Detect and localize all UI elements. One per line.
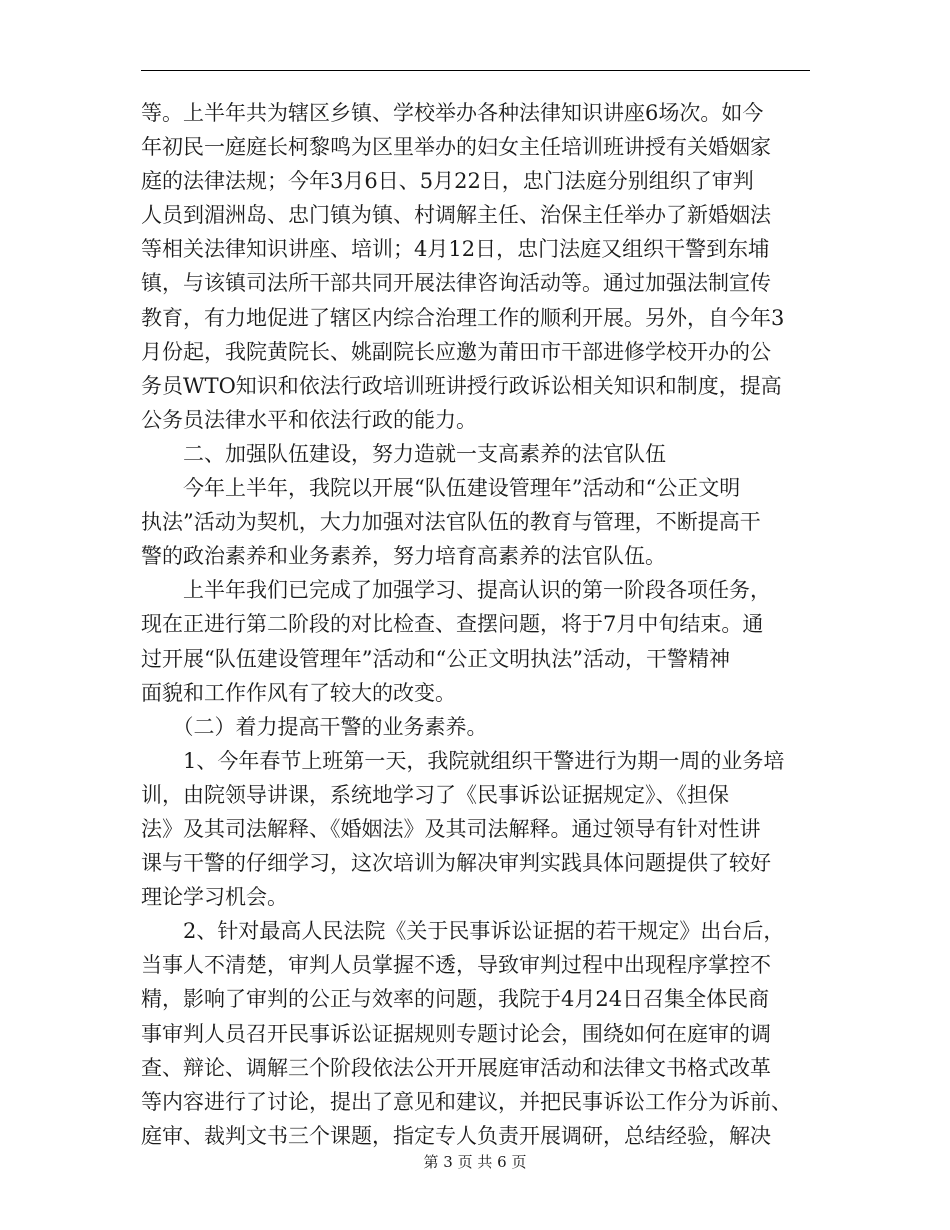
text-line: 月份起，我院黄院长、姚副院长应邀为莆田市干部进修学校开办的公 <box>141 339 771 364</box>
text-line: 精，影响了审判的公正与效率的问题，我院于4月24日召集全体民商 <box>141 987 770 1012</box>
text-line: 上半年我们已完成了加强学习、提高认识的第一阶段各项任务， <box>141 578 771 603</box>
text-line: 理论学习机会。 <box>141 885 288 910</box>
text-line: 公务员法律水平和依法行政的能力。 <box>141 407 477 432</box>
text-line: 人员到湄洲岛、忠门镇为镇、村调解主任、治保主任举办了新婚姻法 <box>141 203 771 228</box>
text-line: 二、加强队伍建设，努力造就一支高素养的法官队伍 <box>141 441 666 466</box>
text-line: 镇，与该镇司法所干部共同开展法律咨询活动等。通过加强法制宣传 <box>141 271 771 296</box>
text-line: 1、今年春节上班第一天，我院就组织干警进行为期一周的业务培 <box>141 748 785 773</box>
text-line: 庭的法律法规；今年3月6日、5月22日，忠门法庭分别组织了审判 <box>141 169 754 194</box>
text-line: 现在正进行第二阶段的对比检查、查摆问题，将于7月中旬结束。通 <box>141 612 764 637</box>
text-line: 课与干警的仔细学习，这次培训为解决审判实践具体问题提供了较好 <box>141 851 771 876</box>
text-line: 等相关法律知识讲座、培训；4月12日，忠门法庭又组织干警到东埔 <box>141 237 770 262</box>
text-line: 等内容进行了讨论，提出了意见和建议，并把民事诉讼工作分为诉前、 <box>141 1089 792 1114</box>
text-line: 庭审、裁判文书三个课题，指定专人负责开展调研，总结经验，解决 <box>141 1123 771 1148</box>
text-line: 当事人不清楚，审判人员掌握不透，导致审判过程中出现程序掌控不 <box>141 953 771 978</box>
text-line: 执法”活动为契机，大力加强对法官队伍的教育与管理，不断提高干 <box>141 510 761 535</box>
text-line: 教育，有力地促进了辖区内综合治理工作的顺利开展。另外，自今年3 <box>141 305 785 330</box>
text-line: 今年上半年，我院以开展“队伍建设管理年”活动和“公正文明 <box>141 476 741 501</box>
text-line: 面貌和工作作风有了较大的改变。 <box>141 680 456 705</box>
text-line: 过开展“队伍建设管理年”活动和“公正文明执法”活动，干警精神 <box>141 646 730 671</box>
text-line: 训，由院领导讲课，系统地学习了《民事诉讼证据规定》、《担保 <box>141 782 729 807</box>
text-line: 查、辩论、调解三个阶段依法公开开展庭审活动和法律文书格式改革 <box>141 1055 771 1080</box>
text-line: 等。上半年共为辖区乡镇、学校举办各种法律知识讲座6场次。如今 <box>141 101 764 125</box>
text-line: 年初民一庭庭长柯黎鸣为区里举办的妇女主任培训班讲授有关婚姻家 <box>141 135 771 160</box>
text-line: 法》及其司法解释、《婚姻法》及其司法解释。通过领导有针对性讲 <box>141 816 761 841</box>
text-line: 事审判人员召开民事诉讼证据规则专题讨论会，围绕如何在庭审的调 <box>141 1021 771 1046</box>
text-line: 务员WTO知识和依法行政培训班讲授行政诉讼相关知识和制度，提高 <box>141 373 782 398</box>
document-body <box>141 96 813 1153</box>
header-rule <box>141 70 810 71</box>
text-line: 警的政治素养和业务素养，努力培育高素养的法官队伍。 <box>141 544 666 569</box>
text-line: （二）着力提高干警的业务素养。 <box>141 714 488 739</box>
page-footer: 第 3 页 共 6 页 <box>423 1153 527 1171</box>
text-line: 2、针对最高人民法院《关于民事诉讼证据的若干规定》出台后， <box>141 919 785 944</box>
